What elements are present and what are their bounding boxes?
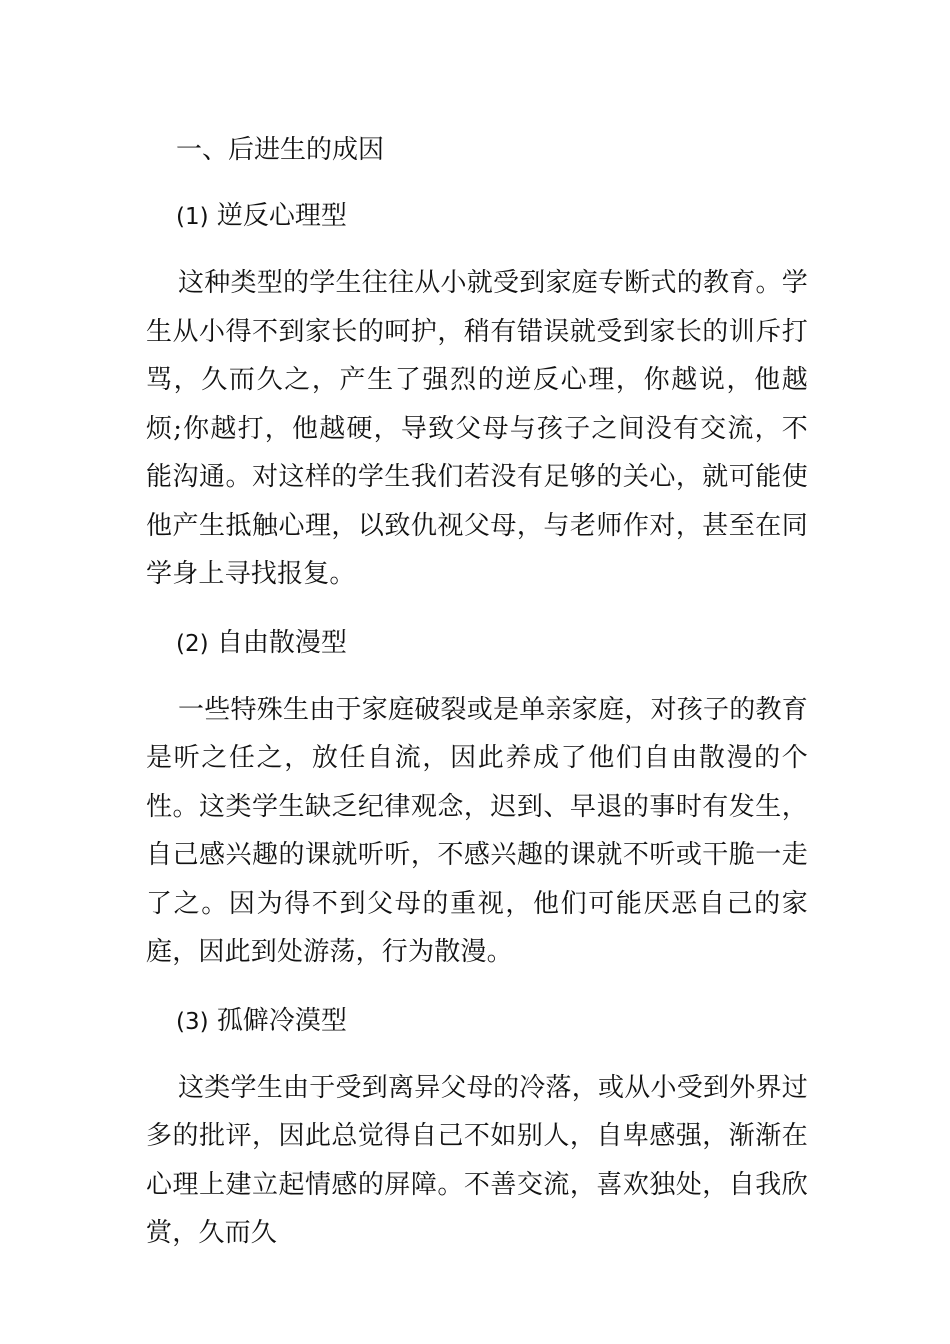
subsection-heading-1 <box>146 192 808 241</box>
paragraph-2: 一些特殊生由于家庭破裂或是单亲家庭，对孩子的教育是听之任之，放任自流，因此养成了他们自由散漫的个性。这类学生缺乏纪律观念，迟到、早退的事时有发生，自己感兴趣的课就听听，不感兴趣的课就不听或干脆一走了之。因为得不到父母的重视，他们可能厌恶自己的家庭，因此到处游荡，行为散漫。 <box>146 694 808 967</box>
subsection-number: (1) <box>176 204 209 230</box>
section-title: 一、后进生的成因 <box>176 135 385 165</box>
subsection-title: 孤僻冷漠型 <box>216 1005 347 1036</box>
subsection-heading-3 <box>146 997 808 1046</box>
subsection-heading-2 <box>146 619 808 668</box>
subsection-number: (3) <box>176 1008 209 1035</box>
subsection-number: (2) <box>176 630 209 657</box>
subsection-title: 自由散漫型 <box>216 627 347 658</box>
paragraph-3: 这类学生由于受到离异父母的冷落，或从小受到外界过多的批评，因此总觉得自己不如别人，自卑感强，渐渐在心理上建立起情感的屏障。不善交流，喜欢独处，自我欣赏，久而久 <box>146 1072 808 1248</box>
subsection-title: 逆反心理型 <box>216 201 347 231</box>
document-body <box>146 126 808 1278</box>
paragraph-1: 这种类型的学生往往从小就受到家庭专断式的教育。学生从小得不到家长的呵护，稍有错误就受到家长的训斥打骂，久而久之，产生了强烈的逆反心理，你越说，他越烦;你越打，他越硬，导致父母与孩子之间没有交流，不能沟通。对这样的学生我们若没有足够的关心，就可能使他产生抵触心理，以致仇视父母，与老师作对，甚至在同学身上寻找报复。 <box>146 268 808 589</box>
